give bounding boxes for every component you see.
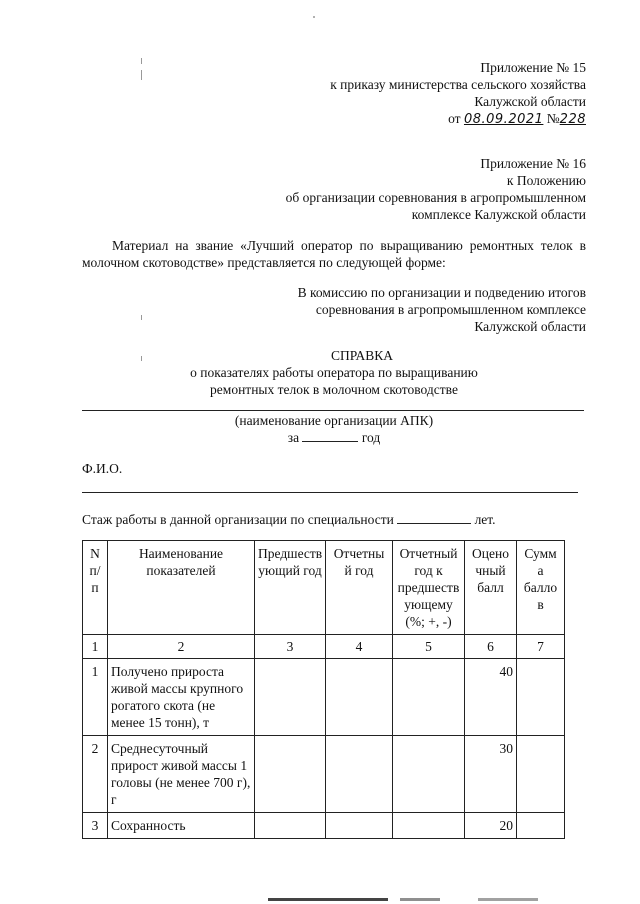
indicator-name: Сохранность (108, 813, 255, 839)
annex15-title: Приложение № 15 (480, 60, 586, 75)
ratio-cell (393, 736, 465, 813)
report-year-cell (326, 736, 393, 813)
column-number: 5 (393, 635, 465, 659)
annex16-subject: об организации соревнования в агропромышленном (285, 190, 586, 205)
column-number: 7 (517, 635, 565, 659)
annex15-date-line (330, 110, 586, 128)
year-suffix: год (361, 430, 381, 445)
annex16-regulation: к Положению (506, 173, 586, 188)
score-cell: 40 (465, 659, 517, 736)
header-cell: Отчетный год к предшеств ующему (%; +, -) (393, 541, 465, 635)
report-year-cell (326, 659, 393, 736)
year-blank (302, 429, 358, 442)
experience-suffix: лет. (474, 512, 496, 527)
order-date: 08.09.2021 (463, 112, 544, 127)
from-label: от (448, 111, 461, 126)
column-number: 4 (326, 635, 393, 659)
column-number: 2 (108, 635, 255, 659)
experience-line (82, 511, 496, 528)
annex16-block (286, 155, 586, 223)
title-sub-1: о показателях работы оператора по выращиванию (190, 365, 478, 380)
header-cell: Отчетны й год (326, 541, 393, 635)
row-number: 1 (83, 659, 108, 736)
annex16-region: комплексе Калужской области (411, 207, 586, 222)
year-prefix: за (287, 430, 300, 445)
fio-label: Ф.И.О. (82, 461, 123, 476)
title-sub-2: ремонтных телок в молочном скотоводстве (210, 382, 458, 397)
scan-smudge (400, 898, 440, 901)
intro-paragraph (82, 237, 586, 271)
header-cell: Сумм а балло в (517, 541, 565, 635)
addressee-line-1: В комиссию по организации и подведению итогов (297, 285, 586, 300)
indicator-name: Среднесуточный прирост живой массы 1 головы (не менее 700 г), г (108, 736, 255, 813)
prev-year-cell (255, 813, 326, 839)
header-cell: N п/п (83, 541, 108, 635)
score-cell: 20 (465, 813, 517, 839)
header-cell: Наименование показателей (108, 541, 255, 635)
row-number: 2 (83, 736, 108, 813)
sum-cell (517, 659, 565, 736)
table-row (83, 659, 565, 736)
header-cell: Оцено чный балл (465, 541, 517, 635)
ratio-cell (393, 813, 465, 839)
year-line (82, 429, 586, 446)
indicators-table (82, 540, 565, 839)
column-number: 6 (465, 635, 517, 659)
addressee-line-2: соревнования в агропромышленном комплексе (315, 302, 586, 317)
prev-year-cell (255, 736, 326, 813)
scan-smudge (268, 898, 388, 901)
table-header-row (83, 541, 565, 635)
annex15-region: Калужской области (474, 94, 586, 109)
sum-cell (517, 736, 565, 813)
order-number: 228 (559, 112, 586, 127)
addressee-line-3: Калужской области (474, 319, 586, 334)
report-year-cell (326, 813, 393, 839)
annex16-title: Приложение № 16 (480, 156, 586, 171)
annex15-order: к приказу министерства сельского хозяйства (330, 77, 586, 92)
scan-smudge (478, 898, 538, 901)
experience-blank (397, 511, 471, 524)
table-row (83, 736, 565, 813)
scan-dot (313, 16, 315, 18)
ratio-cell (393, 659, 465, 736)
fio-line (82, 492, 578, 493)
score-cell: 30 (465, 736, 517, 813)
title-main: СПРАВКА (330, 348, 394, 363)
column-number: 3 (255, 635, 326, 659)
sum-cell (517, 813, 565, 839)
addressee-block (298, 284, 586, 335)
number-label: № (546, 111, 560, 126)
intro-line-1: Материал на звание «Лучший оператор по выращиванию ремонтных телок в (112, 238, 586, 253)
scan-mark (141, 70, 142, 80)
scan-mark (141, 315, 142, 320)
org-name-line (82, 410, 584, 411)
intro-line-2: молочном скотоводстве» представляется по следующей форме: (82, 255, 446, 270)
table-row (83, 813, 565, 839)
org-caption: (наименование организации АПК) (234, 413, 434, 428)
column-number-row (83, 635, 565, 659)
annex15-block (330, 59, 586, 128)
prev-year-cell (255, 659, 326, 736)
scan-mark (141, 58, 142, 64)
indicator-name: Получено прироста живой массы крупного рогатого скота (не менее 15 тонн), т (108, 659, 255, 736)
header-cell: Предшеств ующий год (255, 541, 326, 635)
column-number: 1 (83, 635, 108, 659)
row-number: 3 (83, 813, 108, 839)
document-title (82, 347, 586, 398)
experience-text: Стаж работы в данной организации по специальности (82, 512, 394, 527)
